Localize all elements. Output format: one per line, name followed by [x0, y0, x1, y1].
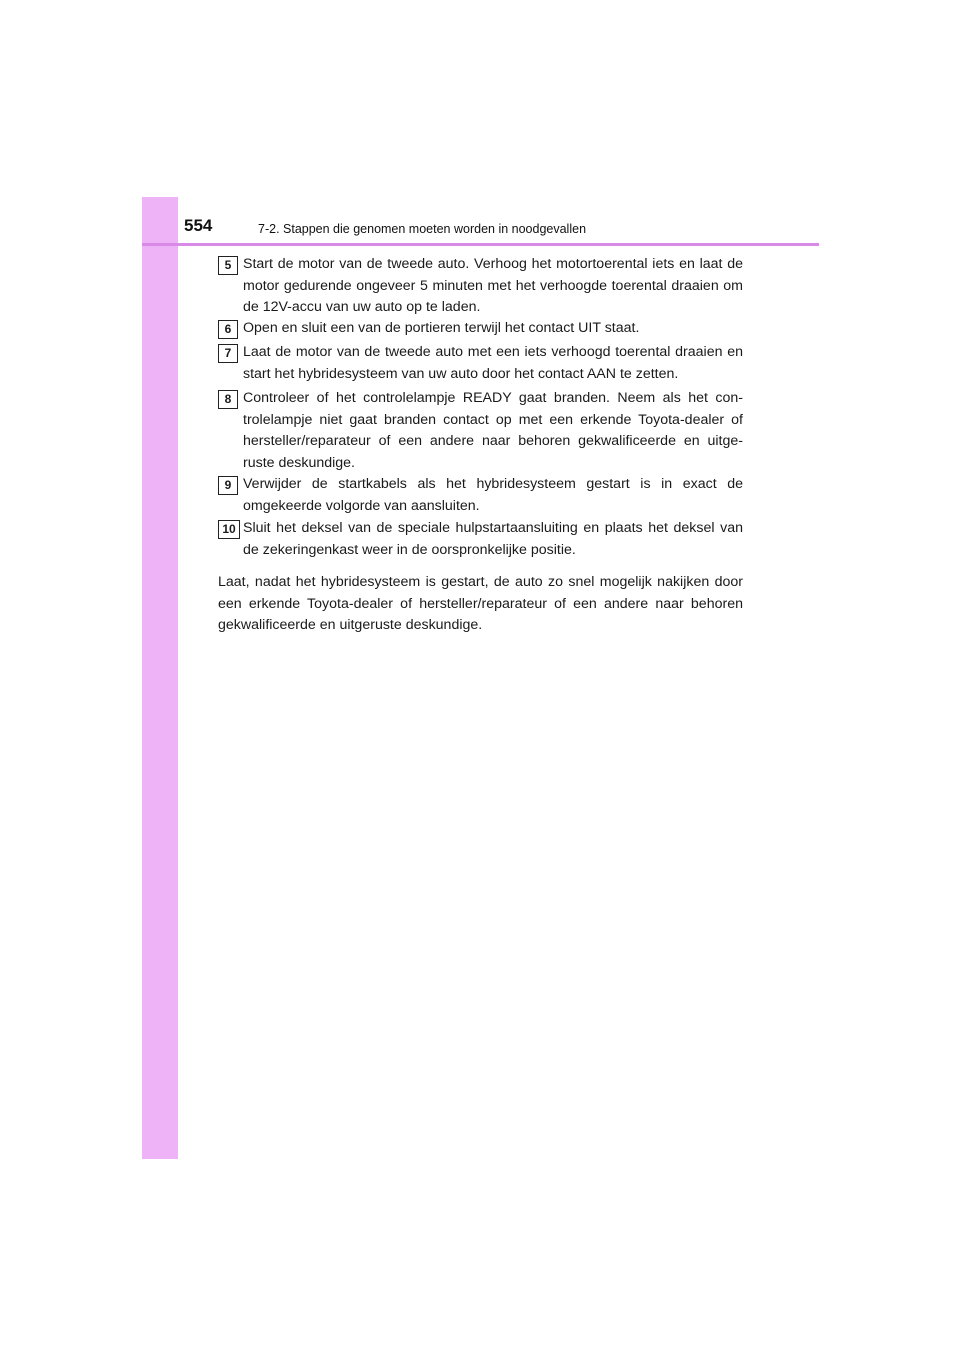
step-text: Controleer of het controlelampje READY gaat branden. Neem als het con-trolelampje niet gaat branden contact op met een erkende Toyota-dealer of hersteller/reparateur of een andere naar behoren gekwalificeerde en uitge-ruste deskundige. — [243, 390, 743, 471]
step-text: Laat de motor van de tweede auto met een iets verhoogd toerental draaien en start het hybridesysteem van uw auto door het contact AAN te zetten. — [243, 344, 743, 382]
header-rule — [142, 243, 819, 246]
side-band — [142, 197, 178, 1159]
step-number-badge: 8 — [218, 390, 238, 409]
section-title: 7-2. Stappen die genomen moeten worden in noodgevallen — [258, 222, 587, 236]
step-number-badge: 10 — [218, 520, 240, 539]
step-number-badge: 6 — [218, 320, 238, 339]
step-text: Start de motor van de tweede auto. Verhoog het motortoerental iets en laat de motor gedurende ongeveer 5 minuten met het verhoogde toerental draaien om de 12V-accu van uw auto op te laden. — [243, 256, 743, 315]
step-text: Sluit het deksel van de speciale hulpstartaansluiting en plaats het deksel van de zekeringenkast weer in de oorspronkelijke positie. — [243, 520, 743, 558]
closing-note: Laat, nadat het hybridesysteem is gestart, de auto zo snel mogelijk nakijken door een erkende Toyota-dealer of hersteller/reparateur of een andere naar behoren gekwalificeerde en uitgeruste deskundige. — [218, 574, 743, 633]
step-number-badge: 7 — [218, 344, 238, 363]
step-text: Verwijder de startkabels als het hybridesysteem gestart is in exact de omgekeerde volgorde van aansluiten. — [243, 476, 743, 514]
step-number-badge: 9 — [218, 476, 238, 495]
page-number: 554 — [184, 216, 213, 235]
step-text: Open en sluit een van de portieren terwijl het contact UIT staat. — [243, 320, 640, 336]
step-number-badge: 5 — [218, 256, 238, 275]
